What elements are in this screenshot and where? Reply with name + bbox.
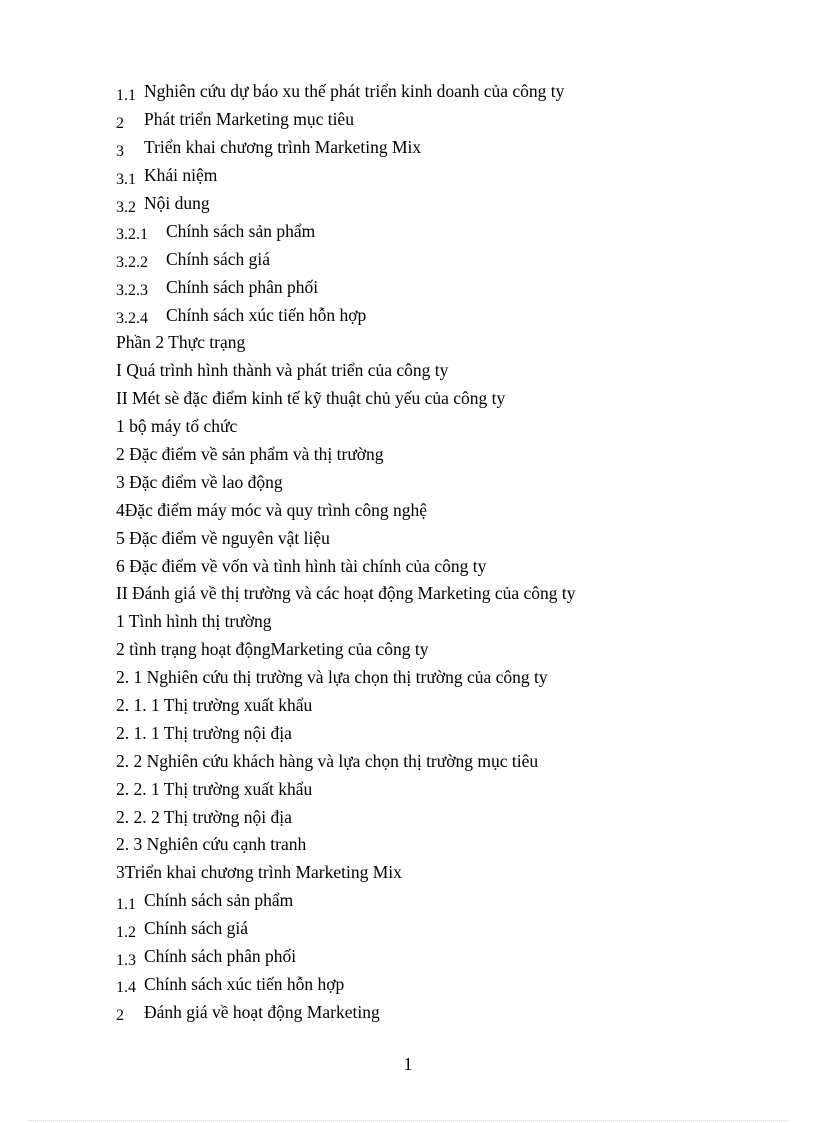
toc-entry-text: 2. 3 Nghiên cứu cạnh tranh <box>116 834 307 855</box>
toc-entry <box>116 664 736 692</box>
toc-entry-text: Chính sách giá <box>144 918 249 939</box>
toc-entry-text: Chính sách sản phẩm <box>144 890 294 911</box>
toc-entry-text: 2. 2 Nghiên cứu khách hàng và lựa chọn thị trường mục tiêu <box>116 750 539 771</box>
toc-entry <box>116 608 736 636</box>
toc-entry <box>116 385 736 413</box>
toc-entry-number: 3.2.1 <box>116 226 148 244</box>
toc-entry-number: 3 <box>116 142 124 160</box>
toc-entry-number: 1.1 <box>116 895 136 913</box>
toc-entry <box>116 273 736 301</box>
toc-entry-text: Triển khai chương trình Marketing Mix <box>144 137 422 158</box>
toc-entry-text: Chính sách phân phối <box>166 276 319 297</box>
toc-entry <box>116 441 736 469</box>
toc-entry-text: II Đánh giá về thị trường và các hoạt động Marketing của công ty <box>116 583 576 604</box>
toc-entry-text: Phần 2 Thực trạng <box>116 332 246 353</box>
toc-entry <box>116 106 736 134</box>
toc-entry <box>116 998 736 1026</box>
toc-entry-text: Đánh giá về hoạt động Marketing <box>144 1001 380 1022</box>
toc-entry-text: 6 Đặc điểm về vốn và tình hình tài chính của công ty <box>116 555 487 576</box>
toc-entry <box>116 747 736 775</box>
toc-entry <box>116 803 736 831</box>
toc-entry <box>116 245 736 273</box>
toc-entry <box>116 78 736 106</box>
toc-entry <box>116 301 736 329</box>
toc-entry <box>116 971 736 999</box>
toc-entry-number: 3.2.2 <box>116 254 148 272</box>
toc-entry <box>116 552 736 580</box>
toc-entry-text: I Quá trình hình thành và phát triển của công ty <box>116 360 449 381</box>
toc-entry-text: 3 Đặc điểm về lao động <box>116 471 283 492</box>
toc-entry <box>116 413 736 441</box>
table-of-contents <box>116 78 736 1026</box>
toc-entry <box>116 496 736 524</box>
toc-entry-number: 3.1 <box>116 170 136 188</box>
toc-entry-number: 1.3 <box>116 951 136 969</box>
toc-entry-number: 3.2.3 <box>116 282 148 300</box>
toc-entry-text: Chính sách sản phẩm <box>166 220 316 241</box>
toc-entry-text: 2. 1. 1 Thị trường nội địa <box>116 722 292 743</box>
toc-entry-text: 1 bộ máy tổ chức <box>116 416 238 437</box>
toc-entry-text: Chính sách giá <box>166 248 271 269</box>
toc-entry <box>116 915 736 943</box>
toc-entry <box>116 636 736 664</box>
toc-entry <box>116 357 736 385</box>
toc-entry-number: 3.2.4 <box>116 310 148 328</box>
toc-entry-number: 2 <box>116 1007 124 1025</box>
toc-entry-text: II Mét sè đặc điểm kinh tế kỹ thuật chủ yếu của công ty <box>116 388 506 409</box>
toc-entry-text: 2. 2. 2 Thị trường nội địa <box>116 806 292 827</box>
toc-entry-text: 5 Đặc điểm về nguyên vật liệu <box>116 527 330 548</box>
toc-entry-text: 4Đặc điểm máy móc và quy trình công nghệ <box>116 499 428 520</box>
toc-entry <box>116 831 736 859</box>
toc-entry-text: Chính sách xúc tiến hỗn hợp <box>144 973 345 994</box>
toc-entry-text: Nội dung <box>144 193 210 213</box>
toc-entry-text: 2 Đặc điểm về sản phẩm và thị trường <box>116 444 384 465</box>
toc-entry <box>116 162 736 190</box>
toc-entry-text: Chính sách xúc tiến hỗn hợp <box>166 304 367 325</box>
toc-entry <box>116 329 736 357</box>
toc-entry <box>116 775 736 803</box>
toc-entry-text: 2 tình trạng hoạt độngMarketing của công ty <box>116 639 429 660</box>
toc-entry-text: 2. 2. 1 Thị trường xuất khẩu <box>116 778 313 799</box>
toc-entry-text: Khái niệm <box>144 165 218 186</box>
page-number: 1 <box>403 1054 413 1074</box>
toc-entry <box>116 217 736 245</box>
toc-entry <box>116 190 736 218</box>
toc-entry <box>116 134 736 162</box>
toc-entry <box>116 943 736 971</box>
toc-entry-text: 2. 1 Nghiên cứu thị trường và lựa chọn thị trường của công ty <box>116 667 548 688</box>
toc-entry-text: 3Triển khai chương trình Marketing Mix <box>116 862 402 883</box>
toc-entry-text: Nghiên cứu dự báo xu thế phát triển kinh doanh của công ty <box>144 81 565 102</box>
toc-entry-text: 2. 1. 1 Thị trường xuất khẩu <box>116 695 313 716</box>
toc-entry <box>116 524 736 552</box>
toc-entry-number: 1.1 <box>116 86 136 104</box>
toc-entry-number: 1.4 <box>116 979 136 997</box>
toc-entry <box>116 692 736 720</box>
toc-entry-number: 1.2 <box>116 923 136 941</box>
toc-entry-number: 3.2 <box>116 198 136 216</box>
toc-entry <box>116 887 736 915</box>
toc-entry <box>116 719 736 747</box>
toc-entry <box>116 580 736 608</box>
toc-entry-number: 2 <box>116 114 124 132</box>
toc-entry <box>116 468 736 496</box>
toc-entry <box>116 859 736 887</box>
toc-entry-text: 1 Tình hình thị trường <box>116 611 272 632</box>
page-bottom-border <box>28 1120 788 1121</box>
toc-entry-text: Phát triển Marketing mục tiêu <box>144 109 354 130</box>
toc-entry-text: Chính sách phân phối <box>144 946 297 967</box>
